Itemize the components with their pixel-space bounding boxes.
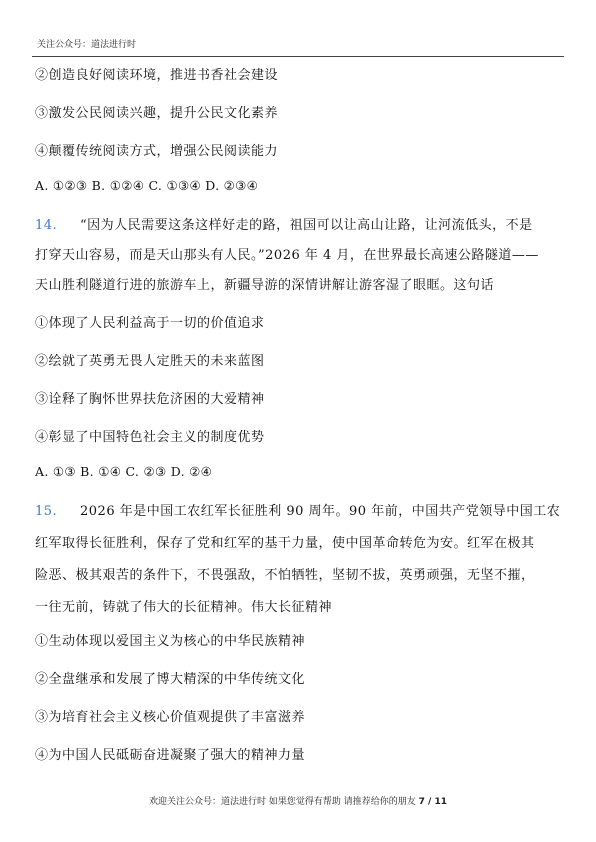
q14-item-3: ③诠释了胸怀世界扶危济困的大爱精神: [35, 392, 265, 407]
q13-options: A. ①②③ B. ①②④ C. ①③④ D. ②③④: [35, 178, 259, 193]
page-footer: [0, 794, 596, 807]
q14-options: A. ①③ B. ①④ C. ②③ D. ②④: [35, 464, 213, 479]
q13-item-3: ③激发公民阅读兴趣，提升公民文化素养: [35, 106, 279, 121]
q13-item-4: ④颠覆传统阅读方式，增强公民阅读能力: [35, 144, 279, 159]
q15-item-4: ④为中国人民砥砺奋进凝聚了强大的精神力量: [35, 748, 306, 763]
q15-stem-line-3: 险恶、极其艰苦的条件下，不畏强敌，不怕牺牲，坚韧不拔，英勇顽强，无坚不摧，: [35, 568, 535, 583]
q15-stem-line-2: 红军取得长征胜利，保存了党和红军的基干力量，使中国革命转危为安。红军在极其: [35, 536, 535, 551]
footer-text: 欢迎关注公众号：道法进行时 如果您觉得有帮助 请推荐给你的朋友: [149, 797, 416, 807]
page-number: 7 / 11: [418, 797, 447, 807]
q14-stem-line-1: [35, 214, 533, 233]
q15-item-3: ③为培育社会主义核心价值观提供了丰富滋养: [35, 710, 306, 725]
q15-stem-text-1: 2026 年是中国工农红军长征胜利 90 周年。90 年前，中国共产党领导中国工农: [80, 504, 561, 519]
q15-number: 15.: [35, 504, 58, 519]
q14-stem-line-3: 天山胜利隧道行进的旅游车上，新疆导游的深情讲解让游客湿了眼眶。这句话: [35, 278, 495, 293]
q13-item-2: ②创造良好阅读环境，推进书香社会建设: [35, 68, 279, 83]
q15-item-2: ②全盘继承和发展了博大精深的中华传统文化: [35, 672, 306, 687]
q15-item-1: ①生动体现以爱国主义为核心的中华民族精神: [35, 634, 306, 649]
q15-stem-line-1: [35, 500, 560, 519]
q14-item-1: ①体现了人民利益高于一切的价值追求: [35, 316, 265, 331]
q14-number: 14.: [35, 218, 58, 233]
q14-item-4: ④彰显了中国特色社会主义的制度优势: [35, 430, 265, 445]
q15-stem-line-4: 一往无前，铸就了伟大的长征精神。伟大长征精神: [35, 600, 333, 615]
page-header: 关注公众号：道法进行时: [37, 40, 137, 50]
q14-stem-text-1: “因为人民需要这条这样好走的路，祖国可以让高山让路，让河流低头，不是: [80, 218, 533, 233]
header-divider: [32, 56, 564, 57]
q14-stem-line-2: 打穿天山容易，而是天山那头有人民。”2026 年 4 月，在世界最长高速公路隧道——: [35, 248, 539, 263]
q14-item-2: ②绘就了英勇无畏人定胜天的未来蓝图: [35, 354, 265, 369]
